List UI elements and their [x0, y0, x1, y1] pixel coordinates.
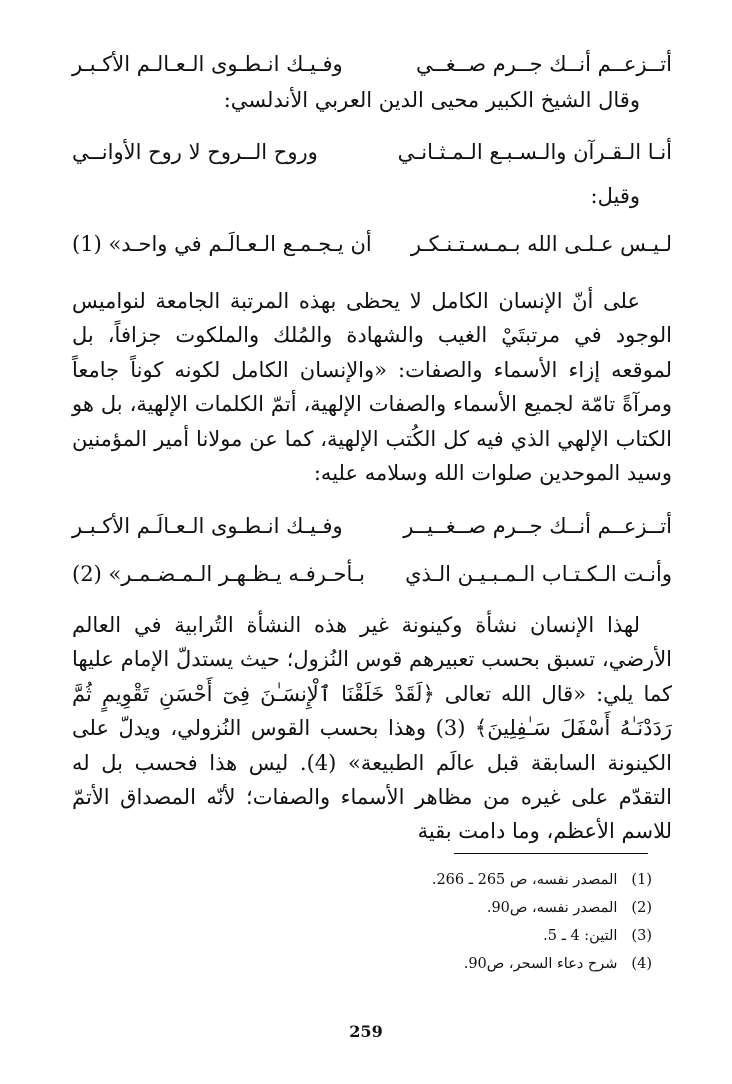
footnote-1-text: المصدر نفسه، ص 265 ـ 266.	[431, 872, 618, 888]
footnote-3	[543, 928, 652, 944]
footnote-2	[487, 900, 652, 916]
qil-line: وقيل:	[590, 184, 640, 208]
verse-4-second-hemistich: وفـيـك انـطـوى الـعـالَـم الأكـبـر	[72, 514, 343, 538]
verse-2-first-hemistich: أنـا الـقـرآن والـسـبـع الـمـثـانـي	[397, 140, 672, 164]
footnote-separator	[454, 853, 648, 854]
paragraph-2: لهذا الإنسان نشأة وكينونة غير هذه النشأة التُرابية في العالم الأرضي، تسبق بحسب تعبيرهم قوس النُزول؛ حيث يستدلّ الإمام عليها كما يلي: «قال الله تعالى ﴿لَقَدْ خَلَقْنَا ٱلْإِنسَـٰنَ فِىٓ أَحْسَنِ تَقْوِيمٍ ثُمَّ رَدَدْنَـٰهُ أَسْفَلَ سَـٰفِلِينَ﴾ (3) وهذا بحسب القوس النُزولي، ويدلّ على الكينونة السابقة قبل عالَم الطبيعة» (4). ليس هذا فحسب بل له التقدّم على غيره من مظاهر الأسماء والصفات؛ لأنّه المصداق الأتمّ للاسم الأعظم، وما دامت بقية	[72, 613, 672, 844]
verse-3-second-hemistich: أن يـجـمـع الـعـالَـم في واحـد» (1)	[72, 232, 372, 256]
footnote-2-text: المصدر نفسه، ص90.	[486, 900, 618, 916]
verse-2-second-hemistich: وروح الــروح لا روح الأوانــي	[72, 140, 318, 164]
footnote-2-number: (2)	[631, 900, 652, 916]
footnote-1-number: (1)	[631, 872, 652, 888]
footnote-3-text: التين: 4 ـ 5.	[543, 928, 618, 944]
footnote-4	[464, 956, 652, 972]
poem-verse-1	[72, 46, 672, 82]
poem-verse-5	[72, 556, 672, 592]
footnote-4-text: شرح دعاء السحر، ص90.	[463, 956, 618, 972]
footnote-3-number: (3)	[631, 928, 652, 944]
verse-5-second-hemistich: بـأحـرفـه يـظـهـر الـمـضـمـر» (2)	[72, 562, 365, 586]
verse-1-first-hemistich: أتــزعــم أنــك جــرم صــغــي	[415, 52, 672, 76]
poem-verse-2	[72, 134, 672, 170]
verse-4-first-hemistich: أتــزعــم أنــك جــرم صــغــيــر	[403, 514, 672, 538]
footnote-1	[432, 872, 652, 888]
verse-3-first-hemistich: لـيـس عـلـى الله بـمـسـتـنـكـر	[410, 232, 672, 256]
verse-1-second-hemistich: وفـيـك انـطـوى الـعـالـم الأكـبـر	[72, 52, 343, 76]
page-number: 259	[349, 1022, 383, 1041]
shaykh-intro-line: وقال الشيخ الكبير محيى الدين العربي الأندلسي:	[223, 88, 640, 112]
poem-verse-4	[72, 508, 672, 544]
poem-verse-3	[72, 226, 672, 262]
verse-5-first-hemistich: وأنـت الـكـتـاب الـمـبـيـن الـذي	[405, 562, 672, 586]
footnote-4-number: (4)	[631, 956, 652, 972]
paragraph-1: على أنّ الإنسان الكامل لا يحظى بهذه المرتبة الجامعة لنواميس الوجود في مرتبتَيْ الغيب والشهادة والمُلك والملكوت جزافاً، بل لموقعه إزاء الأسماء والصفات: «والإنسان الكامل لكونه كوناً جامعاً ومرآةً تامّة لجميع الأسماء والصفات الإلهية، أتمّ الكلمات الإلهية، بل هو الكتاب الإلهي الذي فيه كل الكُتب الإلهية، كما عن مولانا أمير المؤمنين وسيد الموحدين صلوات الله وسلامه عليه:	[72, 289, 672, 486]
